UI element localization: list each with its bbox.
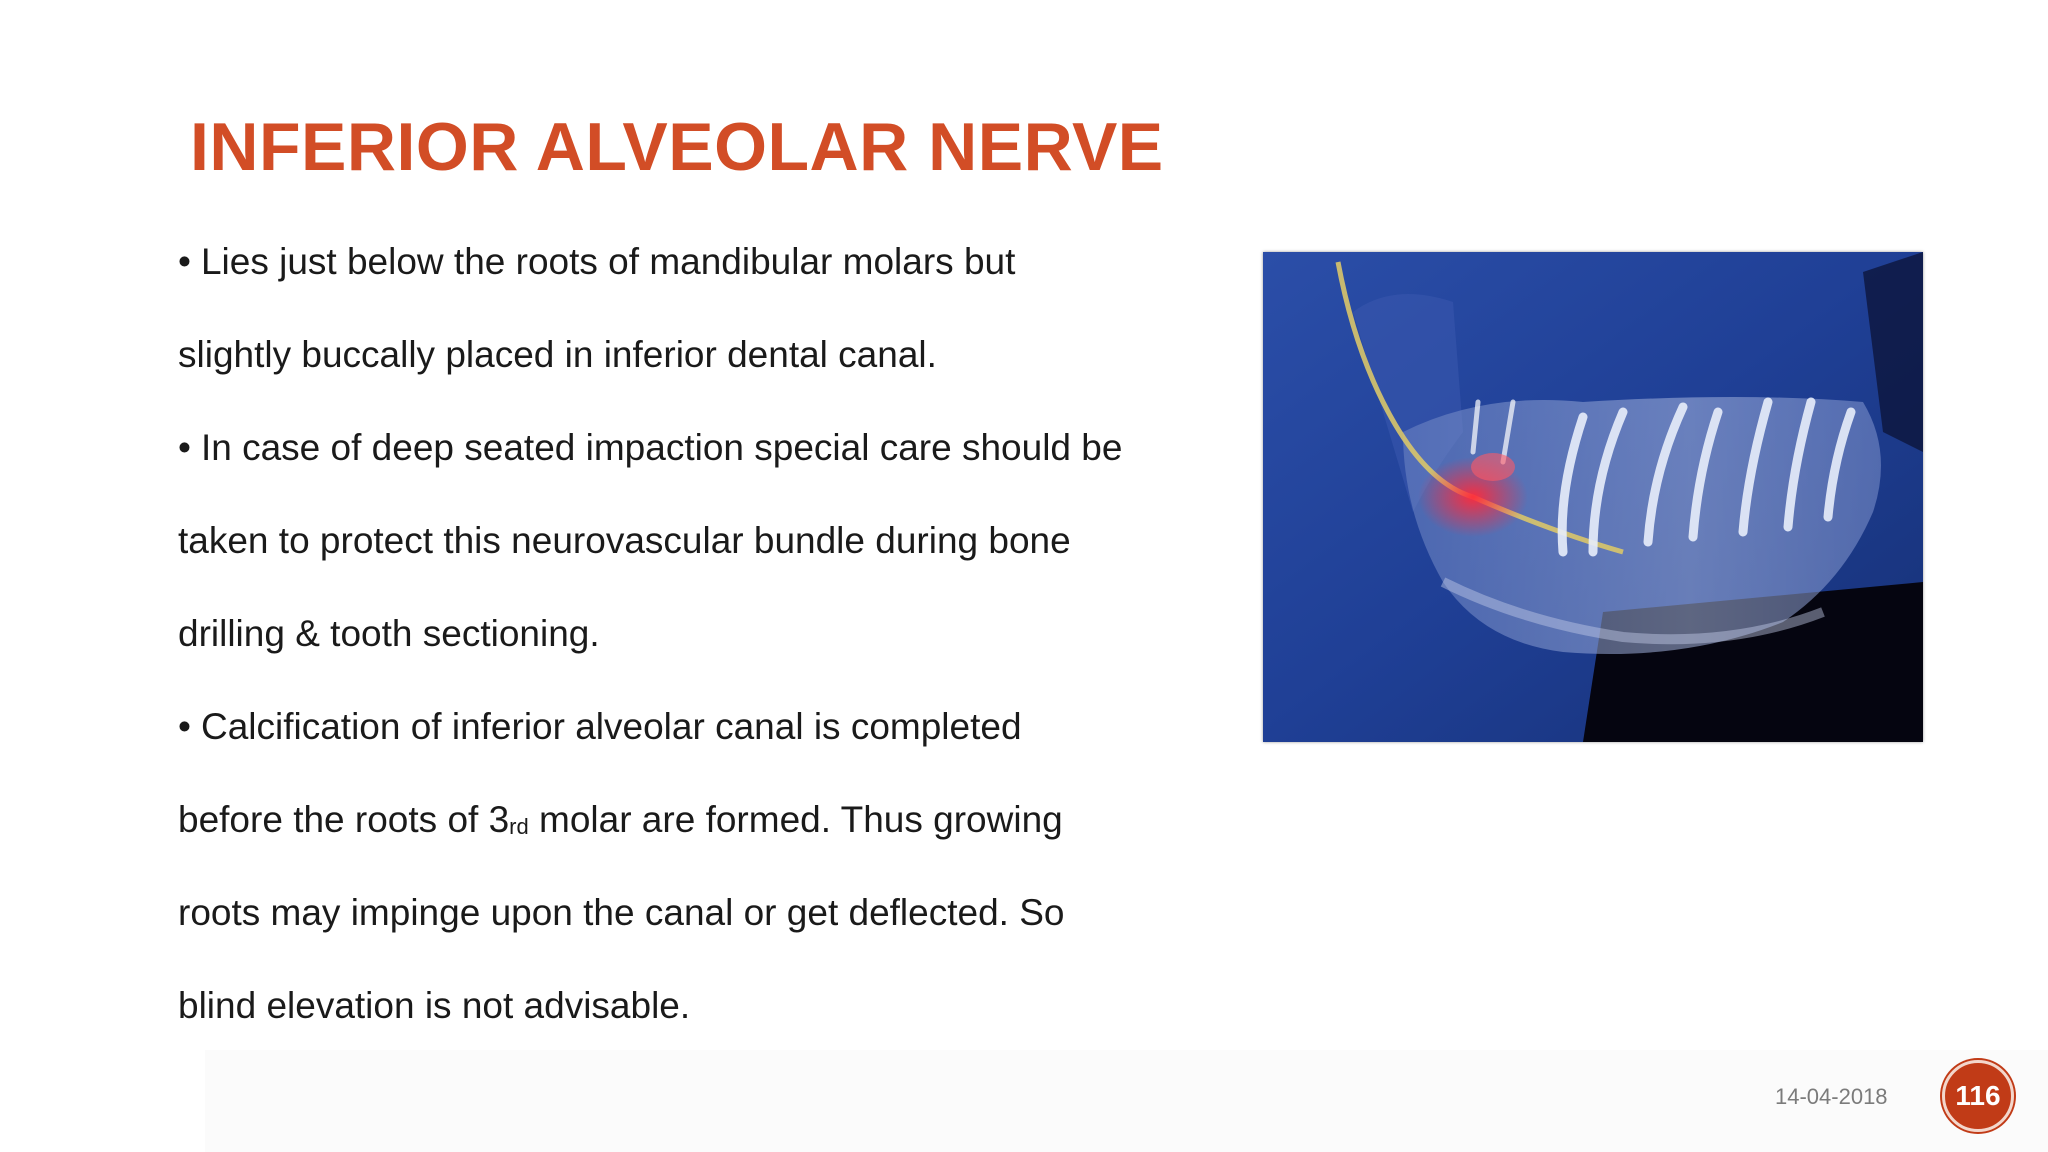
line-text: Lies just below the roots of mandibular molars but bbox=[200, 241, 1016, 282]
bullet-marker: • bbox=[178, 427, 191, 468]
text-line bbox=[178, 329, 1238, 422]
page-number-badge bbox=[1942, 1060, 2014, 1132]
text-line bbox=[178, 887, 1238, 980]
mandible-illustration-svg bbox=[1263, 252, 1923, 742]
line-text: molar are formed. Thus growing bbox=[528, 799, 1063, 840]
ordinal-suffix: rd bbox=[509, 814, 529, 839]
line-text: before the roots of 3 bbox=[178, 799, 510, 840]
bullet-marker: • bbox=[178, 241, 191, 282]
mandible-xray-illustration bbox=[1263, 252, 1923, 742]
text-line bbox=[178, 794, 1238, 887]
line-text: slightly buccally placed in inferior dental canal. bbox=[178, 334, 937, 375]
footer-date: 14-04-2018 bbox=[1775, 1084, 1888, 1109]
line-text: blind elevation is not advisable. bbox=[178, 985, 691, 1026]
text-line bbox=[178, 236, 1238, 329]
text-line bbox=[178, 515, 1238, 608]
bullet-list bbox=[178, 236, 1238, 1073]
text-line bbox=[178, 701, 1238, 794]
line-text: taken to protect this neurovascular bundle during bone bbox=[178, 520, 1071, 561]
line-text: Calcification of inferior alveolar canal is completed bbox=[200, 706, 1022, 747]
text-line bbox=[178, 608, 1238, 701]
line-text: roots may impinge upon the canal or get deflected. So bbox=[178, 892, 1065, 933]
line-text: In case of deep seated impaction special care should be bbox=[200, 427, 1123, 468]
slide-title: INFERIOR ALVEOLAR NERVE bbox=[190, 109, 1164, 185]
text-line bbox=[178, 422, 1238, 515]
line-text: drilling & tooth sectioning. bbox=[178, 613, 600, 654]
page-number: 116 bbox=[1955, 1080, 2001, 1111]
bullet-marker: • bbox=[178, 706, 191, 747]
text-line bbox=[178, 980, 1238, 1073]
